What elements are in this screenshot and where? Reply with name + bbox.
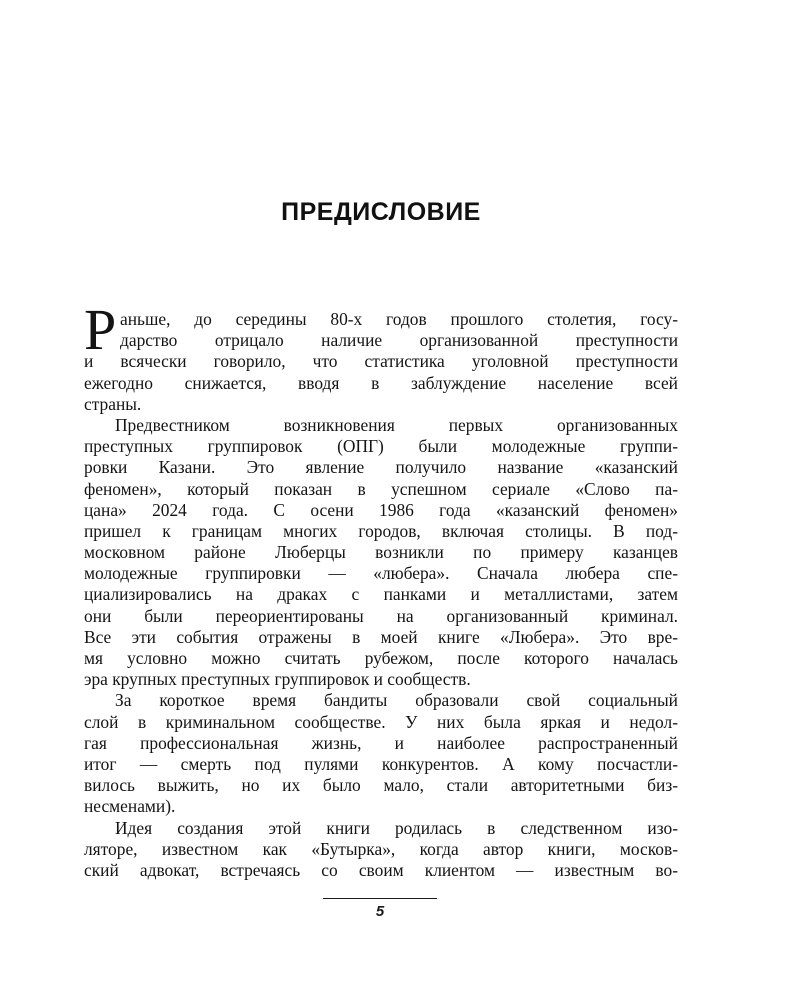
text-line: эра крупных преступных группировок и сообществ. [84,669,471,690]
text-line: молодежные группировки — «люберa». Сначала люберa спе- [84,563,678,584]
text-line: и всячески говорило, что статистика уголовной преступности [84,351,678,372]
text-line: гая профессиональная жизнь, и наиболее распространенный [84,732,678,753]
text-line: они были переориентированы на организованный криминал. [84,605,678,626]
text-line: За короткое время бандиты образовали свой социальный [115,690,678,711]
text-line: московном районе Люберцы возникли по примеру казанцев [84,542,678,563]
text-line: аньше, до середины 80-х годов прошлого столетия, госу- [120,309,678,329]
text-line: ляторе, известном как «Бутырка», когда автор книги, москов- [84,838,678,859]
text-line: цана» 2024 года. С осени 1986 года «казанский феномен» [84,499,678,520]
text-line: Предвестником возникновения первых организованных [115,414,678,435]
text-line: Идея создания этой книги родилась в следственном изо- [115,817,678,838]
text-line: несменами). [84,796,176,817]
text-line: циализировались на драках с панками и металлистами, затем [84,584,678,605]
text-line: мя условно можно считать рубежом, после которого началась [84,648,678,668]
text-line: дарство отрицало наличие организованной преступности [120,330,678,351]
drop-cap-letter: Р [84,297,117,362]
text-line: пришел к границам многих городов, включая столицы. В под- [84,520,678,541]
text-line: страны. [84,393,142,414]
chapter-heading: ПРЕДИСЛОВИЕ [281,198,481,226]
text-line: слой в криминальном сообществе. У них была яркая и недол- [84,711,678,732]
text-line: итог — смерть под пулями конкурентов. А кому посчастли- [84,753,678,774]
text-line: феномен», который показан в успешном сериале «Слово па- [84,478,678,499]
text-line: ский адвокат, встречаясь со своим клиентом — известным во- [84,859,678,880]
footer-rule [323,898,437,899]
text-line: ежегодно снижается, вводя в заблуждение население всей [84,372,678,393]
text-line: Все эти события отражены в моей книге «Люберa». Это вре- [84,626,678,647]
body-text [84,297,678,881]
text-line: преступных группировок (ОПГ) были молодежные группи- [84,436,678,457]
text-line: вилось выжить, но их было мало, стали авторитетными биз- [84,775,678,796]
text-line: ровки Казани. Это явление получило название «казанский [84,457,678,478]
page-number: 5 [375,903,385,920]
